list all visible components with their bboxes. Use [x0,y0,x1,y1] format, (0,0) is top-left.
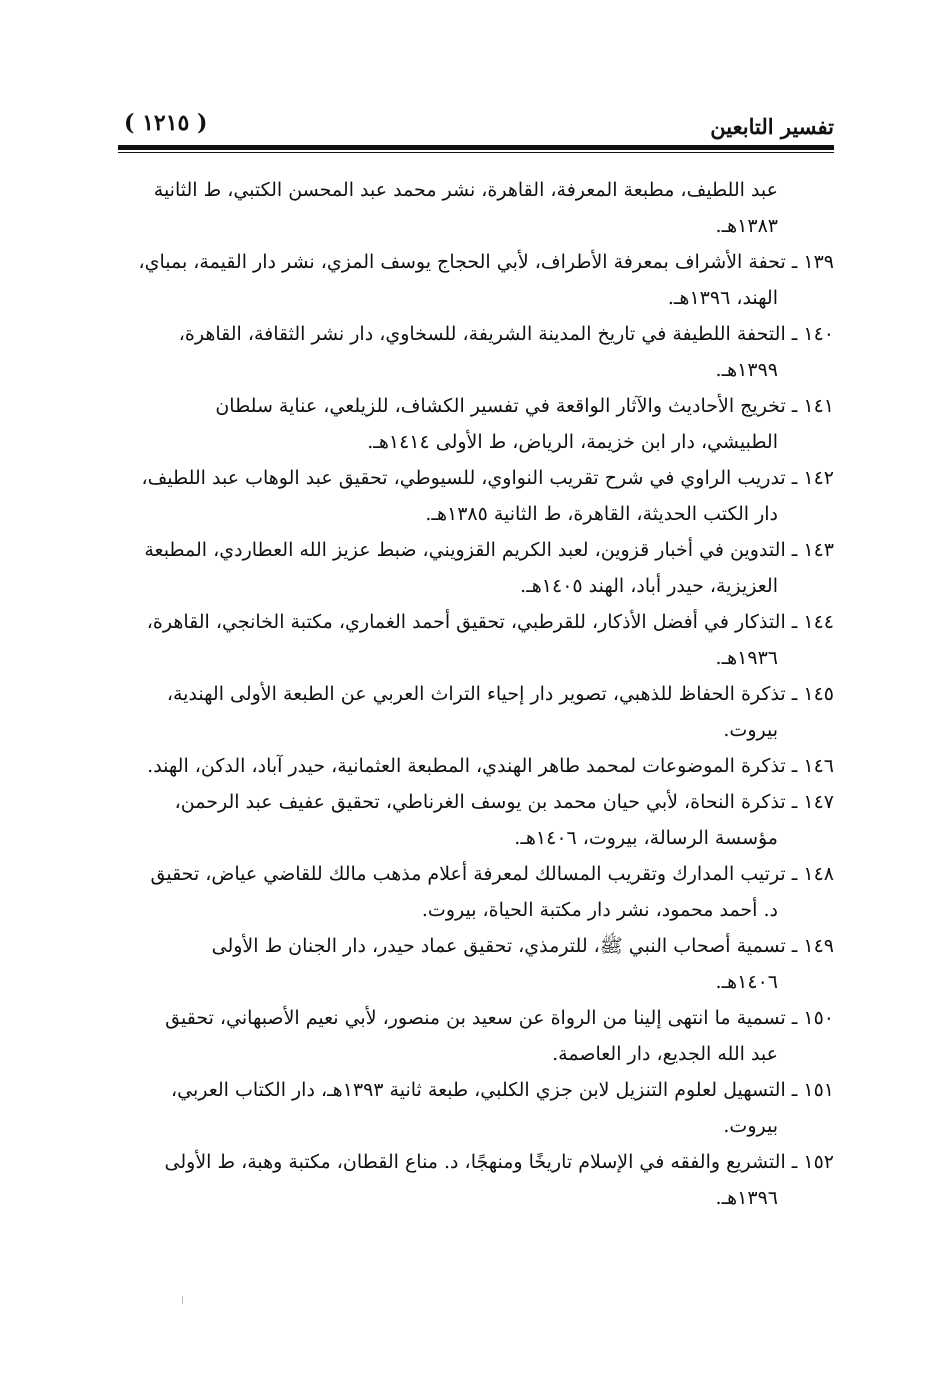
entry-line: د. أحمد محمود، نشر دار مكتبة الحياة، بيروت. [421,899,778,921]
bibliography-list [118,172,834,1216]
bibliography-entry [118,172,834,244]
header-rule-thin [118,152,834,153]
entry-line: العزيزية، حيدر أباد، الهند ١٤٠٥هـ. [520,575,778,597]
entry-line: بيروت. [723,1115,778,1137]
entry-line: ١٣٩٦هـ. [715,1187,778,1209]
bibliography-entry [118,928,834,1000]
entry-line: الطبيشي، دار ابن خزيمة، الرياض، ط الأولى ١٤١٤هـ. [367,431,778,453]
bibliography-entry [118,1000,834,1072]
bibliography-entry [118,1072,834,1144]
entry-line: ١٣٨٣هـ. [715,215,778,237]
page-header [118,108,834,142]
entry-line: ١٤٩ ـ تسمية أصحاب النبي ﷺ، للترمذي، تحقيق عماد حيدر، دار الجنان ط الأولى [211,935,834,957]
bibliography-entry [118,316,834,388]
entry-line: الهند، ١٣٩٦هـ. [667,287,778,309]
header-rule-thick [118,145,834,150]
entry-line: ١٤٢ ـ تدريب الراوي في شرح تقريب النواوي، للسيوطي، تحقيق عبد الوهاب عبد اللطيف، [141,467,834,489]
entry-line: ١٤٦ ـ تذكرة الموضوعات لمحمد طاهر الهندي، المطبعة العثمانية، حيدر آباد، الدكن، الهند. [147,755,834,777]
entry-line: ١٤٠ ـ التحفة اللطيفة في تاريخ المدينة الشريفة، للسخاوي، دار نشر الثقافة، القاهرة، [178,323,834,345]
entry-line: عبد الله الجديع، دار العاصمة. [552,1043,778,1065]
bibliography-entry [118,388,834,460]
entry-line: ١٥١ ـ التسهيل لعلوم التنزيل لابن جزي الكلبي، طبعة ثانية ١٣٩٣هـ، دار الكتاب العربي، [170,1079,834,1101]
bibliography-entry [118,856,834,928]
entry-line: بيروت. [723,719,778,741]
bibliography-entry [118,532,834,604]
entry-line: ١٣٩ ـ تحفة الأشراف بمعرفة الأطراف، لأبي الحجاج يوسف المزي، نشر دار القيمة، بمباي، [138,251,834,273]
bibliography-entry [118,676,834,748]
entry-line: ١٣٩٩هـ. [715,359,778,381]
entry-line: ١٤١ ـ تخريج الأحاديث والآثار الواقعة في تفسير الكشاف، للزيلعي، عناية سلطان [215,395,834,417]
page-number: ( ١٢١٥ ) [124,110,208,136]
entry-line: ١٤٨ ـ ترتيب المدارك وتقريب المسالك لمعرفة أعلام مذهب مالك للقاضي عياض، تحقيق [150,863,834,885]
entry-line: مؤسسة الرسالة، بيروت، ١٤٠٦هـ. [514,827,778,849]
entry-line: ١٤٧ ـ تذكرة النحاة، لأبي حيان محمد بن يوسف الغرناطي، تحقيق عفيف عبد الرحمن، [174,791,834,813]
entry-line: ١٤٣ ـ التدوين في أخبار قزوين، لعبد الكريم القزويني، ضبط عزيز الله العطاردي، المطبعة [144,539,834,561]
bibliography-entry [118,244,834,316]
entry-line: ١٥٢ ـ التشريع والفقه في الإسلام تاريخًا ومنهجًا، د. مناع القطان، مكتبة وهبة، ط الأولى [164,1151,834,1173]
running-title: تفسير التابعين [710,114,834,139]
entry-line: ١٤٤ ـ التذكار في أفضل الأذكار، للقرطبي، تحقيق أحمد الغماري، مكتبة الخانجي، القاهرة، [146,611,834,633]
bibliography-entry [118,748,834,784]
entry-line: دار الكتب الحديثة، القاهرة، ط الثانية ١٣٨٥هـ. [425,503,778,525]
scan-speck [182,1296,183,1304]
bibliography-entry [118,460,834,532]
bibliography-entry [118,604,834,676]
entry-line: ١٤٠٦هـ. [715,971,778,993]
entry-line: ١٤٥ ـ تذكرة الحفاظ للذهبي، تصوير دار إحياء التراث العربي عن الطبعة الأولى الهندية، [166,683,834,705]
bibliography-entry [118,1144,834,1216]
entry-line: عبد اللطيف، مطبعة المعرفة، القاهرة، نشر محمد عبد المحسن الكتبي، ط الثانية [153,179,778,201]
entry-line: ١٥٠ ـ تسمية ما انتهى إلينا من الرواة عن سعيد بن منصور، لأبي نعيم الأصبهاني، تحقيق [165,1007,834,1029]
bibliography-entry [118,784,834,856]
entry-line: ١٩٣٦هـ. [715,647,778,669]
